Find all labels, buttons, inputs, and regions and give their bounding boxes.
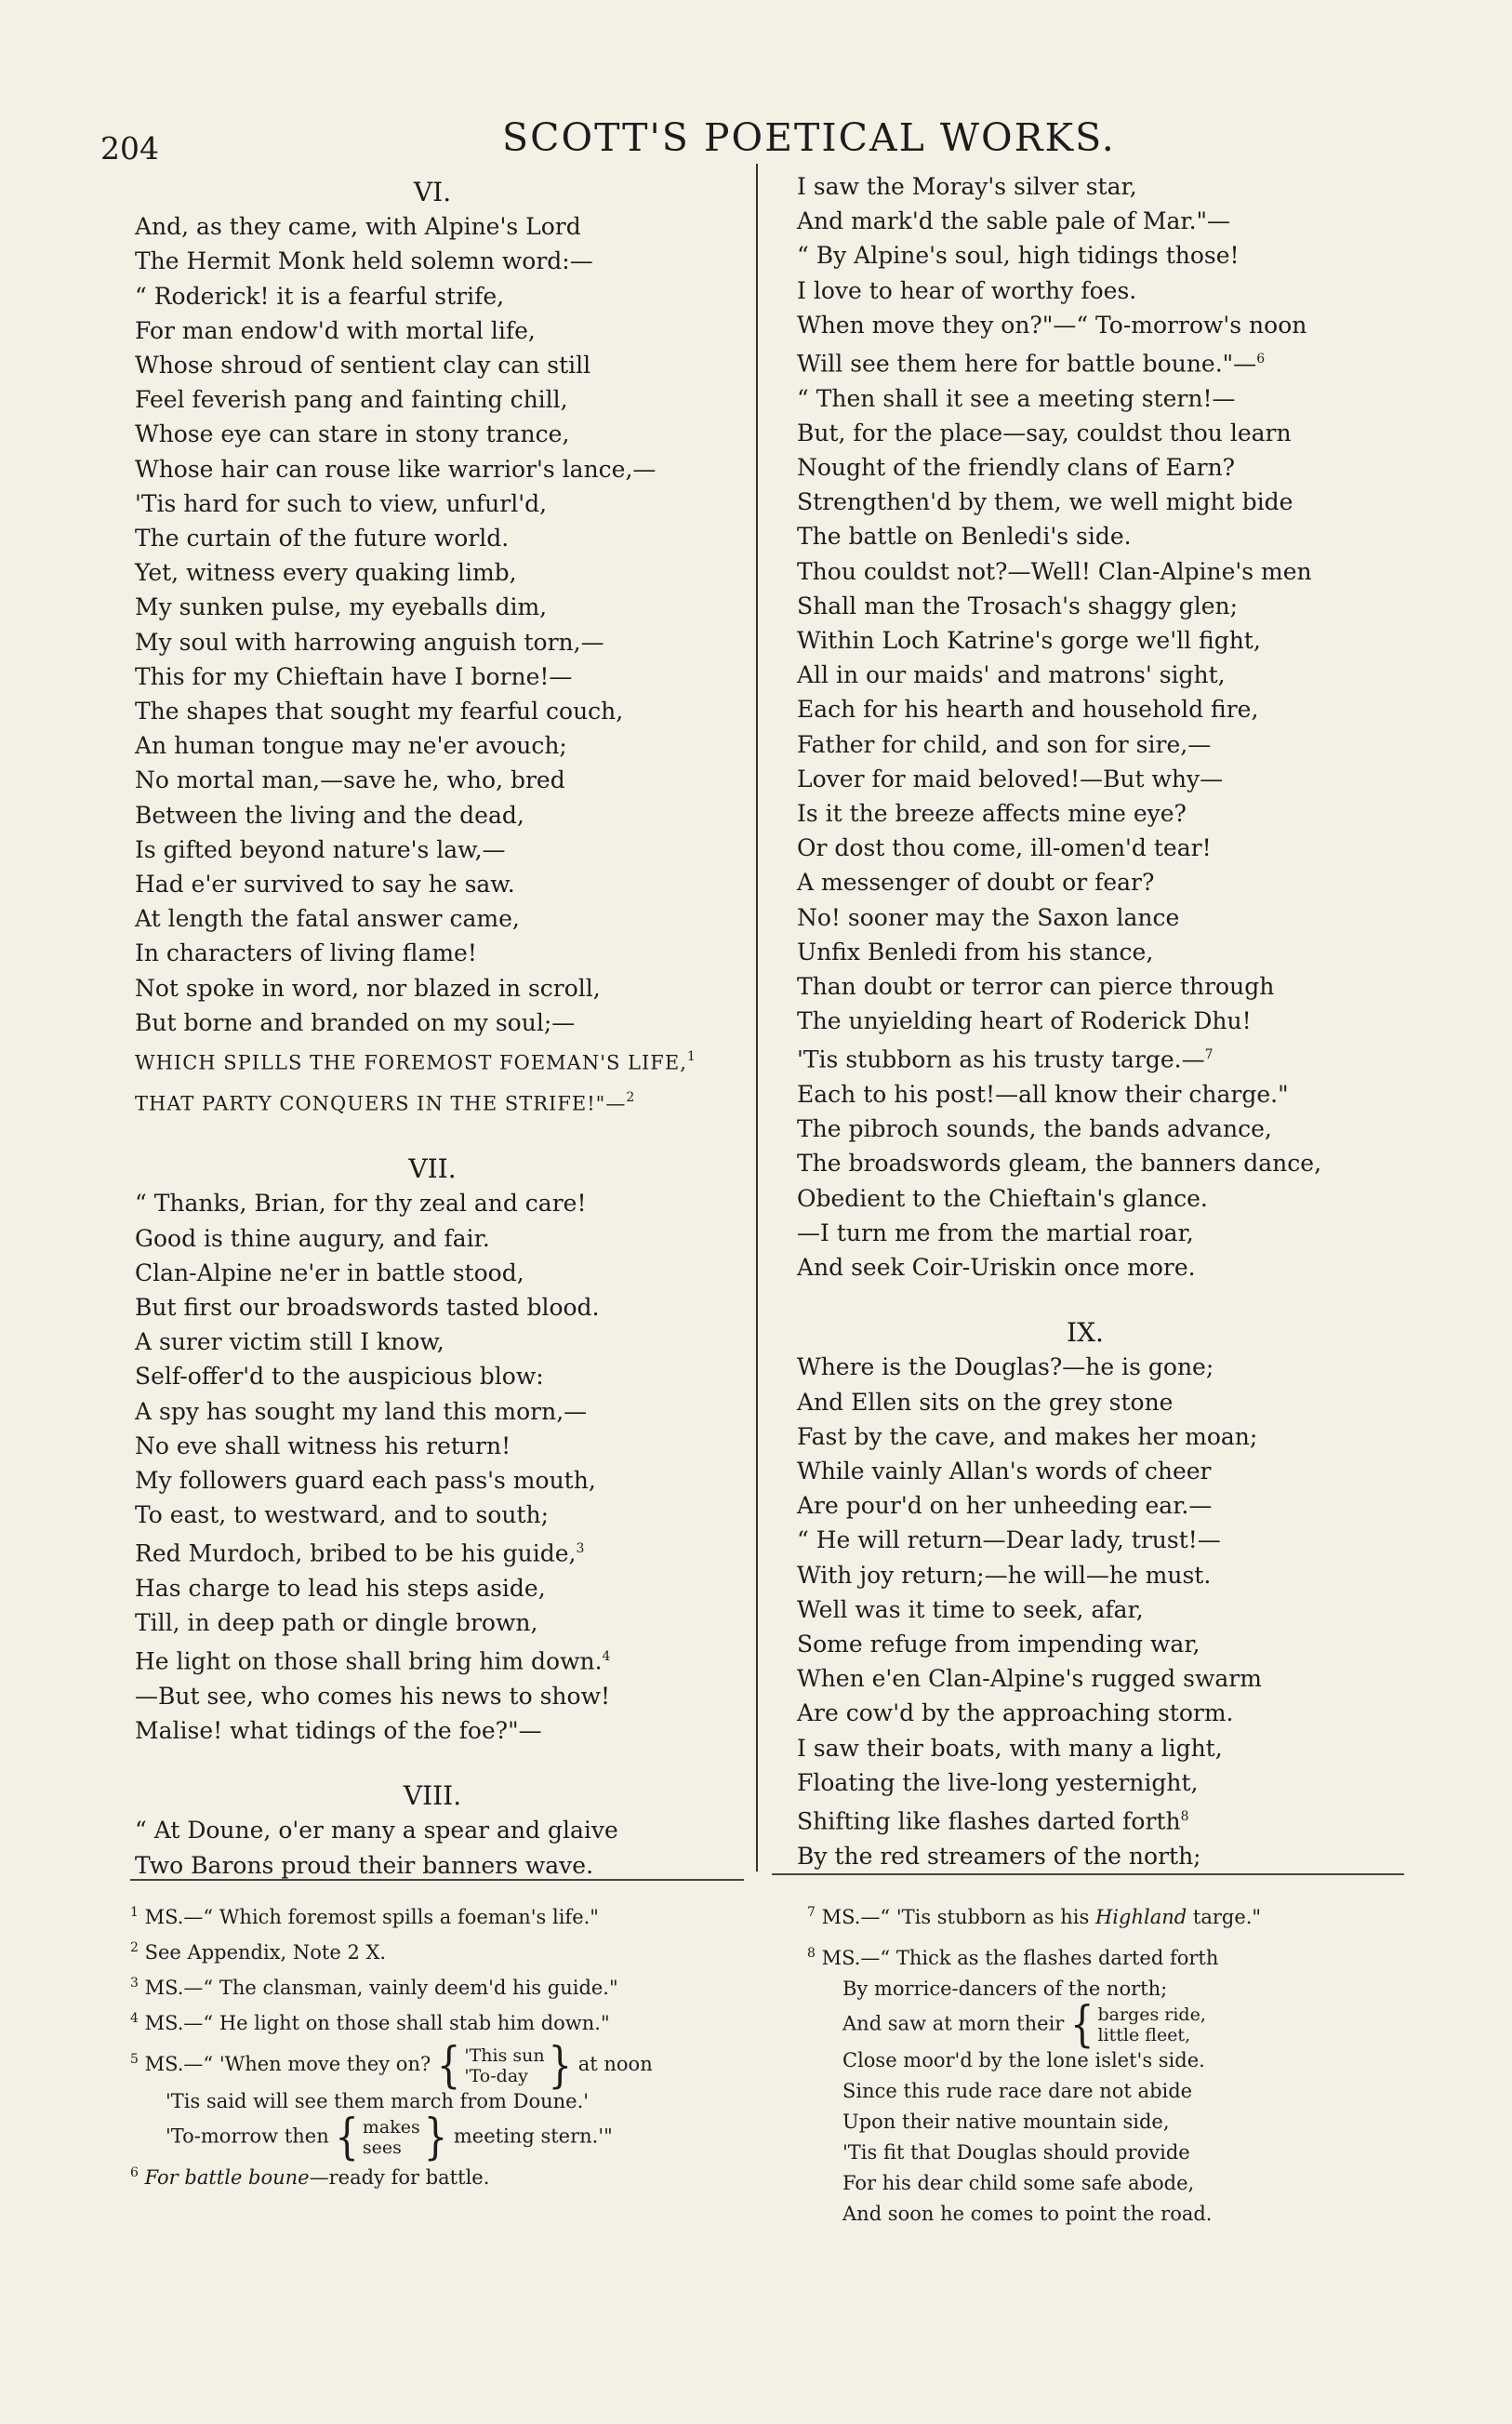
verse-line: No! sooner may the Saxon lance: [797, 903, 1180, 931]
verse-line: Yet, witness every quaking limb,: [135, 559, 517, 587]
verse-line: [135, 1532, 730, 1571]
verse-line: Thou couldst not?—Well! Clan-Alpine's men: [797, 557, 1312, 585]
verse-line: [797, 1038, 1373, 1077]
section-heading-ix: IX.: [1067, 1317, 1104, 1349]
verse-line: The curtain of the future world.: [135, 525, 510, 553]
footnote-number: 4: [130, 2011, 139, 2026]
footnote-text: MS.—“ He light on those shall stab him down.": [144, 2012, 610, 2034]
verse-line: And, as they came, with Alpine's Lord: [135, 213, 581, 241]
footnote-ref: 3: [576, 1541, 585, 1557]
footnote-5: [130, 2037, 744, 2094]
verse-line: The unyielding heart of Roderick Dhu!: [797, 1007, 1252, 1035]
footnote-ref: 6: [1256, 352, 1266, 367]
verse-line: Floating the live-long yesternight,: [797, 1768, 1199, 1796]
verse-line: My soul with harrowing anguish torn,—: [135, 628, 604, 656]
variant-reading: little fleet,: [1097, 2025, 1191, 2045]
verse-line: Whose eye can stare in stony trance,: [135, 420, 570, 448]
verse-line: An human tongue may ne'er avouch;: [135, 732, 567, 760]
verse-line: Obedient to the Chieftain's glance.: [797, 1184, 1208, 1212]
footnote-number: 7: [807, 1905, 816, 1920]
verse-line: “ Thanks, Brian, for thy zeal and care!: [135, 1190, 587, 1218]
verse-line: Are pour'd on her unheeding ear.—: [797, 1492, 1213, 1520]
verse-line: My sunken pulse, my eyeballs dim,: [135, 593, 548, 621]
verse-line: The battle on Benledi's side.: [797, 523, 1132, 551]
footnote-5-line-3: [130, 2109, 744, 2165]
verse-line: No mortal man,—save he, who, bred: [135, 766, 565, 794]
verse-line: Nought of the friendly clans of Earn?: [797, 453, 1236, 481]
verse-line: Than doubt or terror can pierce through: [797, 973, 1275, 1000]
verse-line: When e'en Clan-Alpine's rugged swarm: [797, 1665, 1262, 1693]
verse-line: The Hermit Monk held solemn word:—: [135, 247, 593, 275]
verse-line: “ Then shall it see a meeting stern!—: [797, 384, 1236, 412]
verse-line: While vainly Allan's words of cheer: [797, 1457, 1212, 1485]
footnote-italic: For battle boune: [144, 2165, 310, 2189]
verse-line: And seek Coir-Uriskin once more.: [797, 1253, 1196, 1281]
verse-line: Till, in deep path or dingle brown,: [135, 1609, 538, 1637]
verse-line: The shapes that sought my fearful couch,: [135, 698, 624, 726]
footnote-text: at noon: [577, 2053, 653, 2075]
verse-line: Well was it time to seek, afar,: [797, 1595, 1144, 1623]
running-title: SCOTT'S POETICAL WORKS.: [502, 115, 1116, 160]
left-column: [135, 175, 730, 1883]
verse-line: “ At Doune, o'er many a spear and glaive: [135, 1817, 618, 1845]
section-heading-vi: VI.: [413, 177, 452, 207]
footnote-8: [807, 1938, 1384, 1974]
verse-line: The broadswords gleam, the banners dance,: [797, 1150, 1322, 1178]
footnote-text: And saw at morn their: [842, 2012, 1065, 2035]
verse-line: Shall man the Trosach's shaggy glen;: [797, 592, 1239, 619]
verse-line: And Ellen sits on the grey stone: [797, 1388, 1174, 1416]
footnote-text: 'To-morrow then: [166, 2124, 329, 2147]
verse-text: 'Tis stubborn as his trusty targe.—: [797, 1046, 1205, 1073]
verse-line: But first our broadswords tasted blood.: [135, 1293, 600, 1321]
verse-line: Are cow'd by the approaching storm.: [797, 1699, 1234, 1727]
small-caps-line: WHICH SPILLS THE FOREMOST FOEMAN'S LIFE,: [135, 1051, 687, 1074]
verse-line: Since this rude race dare not abide: [842, 2080, 1193, 2102]
verse-line: “ Roderick! it is a fearful strife,: [135, 282, 505, 310]
verse-line: [135, 1081, 730, 1122]
footnote-text: MS.—“ Thick as the flashes darted forth: [821, 1947, 1219, 1969]
footnote-number: 1: [130, 1905, 139, 1920]
stanza-viii-middle: [797, 381, 1373, 796]
verse-text: Will see them here for battle boune."—: [797, 350, 1257, 378]
verse-line: —But see, who comes his news to show!: [135, 1682, 611, 1710]
page-number: 204: [100, 130, 159, 166]
verse-line: When move they on?"—“ To-morrow's noon: [797, 311, 1307, 339]
footnote-text: MS.—“ 'When move they on?: [144, 2053, 431, 2075]
footnote-text: MS.—“ 'Tis stubborn as his: [821, 1906, 1090, 1928]
verse-line: Not spoke in word, nor blazed in scroll,: [135, 974, 601, 1002]
footnote-3: [130, 1968, 744, 2004]
verse-line: [797, 342, 1373, 381]
footnote-5-line-2: 'Tis said will see them march from Doune.': [166, 2089, 590, 2112]
footnote-text: meeting stern.'": [453, 2124, 613, 2147]
verse-line: Whose shroud of sentient clay can still: [135, 352, 591, 380]
verse-line: Lover for maid beloved!—But why—: [797, 765, 1224, 792]
footnote-number: 6: [130, 2164, 139, 2180]
stanza-viii-end: [797, 1077, 1373, 1285]
verse-line: Good is thine augury, and fair.: [135, 1224, 490, 1252]
verse-line: Self-offer'd to the auspicious blow:: [135, 1363, 544, 1391]
verse-line: Whose hair can rouse like warrior's lance,—: [135, 455, 657, 483]
verse-line: Unfix Benledi from his stance,: [797, 938, 1154, 966]
verse-line: Within Loch Katrine's gorge we'll fight,: [797, 626, 1261, 654]
footnote-ref: 8: [1180, 1809, 1189, 1824]
variant-brace: { barges ride, little fleet,: [1070, 1997, 1206, 2053]
verse-line: For his dear child some safe abode,: [842, 2172, 1195, 2194]
verse-line: [135, 1640, 730, 1679]
verse-line: With joy return;—he will—he must.: [797, 1561, 1212, 1589]
footnotes-left: [130, 1898, 744, 2193]
footnote-rule-right: [772, 1873, 1404, 1875]
verse-line: Malise! what tidings of the foe?"—: [135, 1717, 542, 1745]
stanza-vii-lines: [135, 1186, 730, 1532]
stanza-ix-lines: [797, 1350, 1373, 1800]
verse-line: Clan-Alpine ne'er in battle stood,: [135, 1259, 524, 1286]
verse-line: My followers guard each pass's mouth,: [135, 1466, 596, 1494]
variant-reading: makes: [362, 2116, 420, 2138]
footnote-8-line: By morrice-dancers of the north;: [842, 1978, 1168, 2000]
verse-line: A spy has sought my land this morn,—: [135, 1397, 588, 1425]
verse-line: Father for child, and son for sire,—: [797, 730, 1212, 758]
verse-line: A messenger of doubt or fear?: [797, 869, 1155, 897]
footnote-number: 8: [807, 1946, 816, 1961]
variant-brace: { 'This sun 'To-day }: [436, 2037, 573, 2094]
verse-line: Each for his hearth and household fire,: [797, 696, 1259, 724]
verse-line: “ He will return—Dear lady, trust!—: [797, 1526, 1221, 1554]
variant-reading: 'To-day: [464, 2065, 528, 2086]
column-divider: [756, 164, 758, 1871]
verse-line: A surer victim still I know,: [135, 1328, 444, 1356]
footnote-2: [130, 1933, 744, 1968]
stanza-vi-lines: [135, 209, 730, 1040]
verse-line: Where is the Douglas?—he is gone;: [797, 1353, 1214, 1381]
footnote-1: [130, 1898, 744, 1933]
verse-line: Some refuge from impending war,: [797, 1630, 1200, 1658]
footnote-ref: 1: [686, 1049, 696, 1065]
verse-line: Each to his post!—all know their charge.": [797, 1080, 1289, 1108]
stanza-viii-continued: [797, 169, 1373, 308]
verse-line: I saw the Moray's silver star,: [797, 173, 1137, 200]
verse-line: Two Barons proud their banners wave.: [135, 1851, 594, 1879]
verse-line: I saw their boats, with many a light,: [797, 1734, 1223, 1762]
verse-line: Between the living and the dead,: [135, 801, 524, 829]
verse-line: Close moor'd by the lone islet's side.: [842, 2049, 1205, 2071]
variant-reading: 'This sun: [464, 2044, 545, 2066]
footnote-text: MS.—“ Which foremost spills a foeman's life.": [144, 1906, 599, 1928]
variant-reading: barges ride,: [1097, 2004, 1206, 2025]
verse-line: And soon he comes to point the road.: [842, 2203, 1213, 2225]
footnote-8-rest: [807, 2045, 1384, 2230]
verse-text: He light on those shall bring him down.: [135, 1647, 603, 1675]
footnote-7: [807, 1898, 1384, 1933]
verse-line: This for my Chieftain have I borne!—: [135, 662, 573, 690]
verse-line: Is it the breeze affects mine eye?: [797, 799, 1187, 827]
right-column: [797, 169, 1373, 1873]
footnote-ref: 7: [1204, 1047, 1214, 1063]
footnote-8-line: [807, 1997, 1384, 2053]
footnote-ref: 2: [626, 1089, 635, 1105]
footnote-number: 3: [130, 1976, 139, 1991]
verse-line: But, for the place—say, couldst thou learn: [797, 419, 1292, 446]
footnotes-right: [807, 1898, 1384, 2230]
verse-line: In characters of living flame!: [135, 939, 477, 967]
verse-line: Had e'er survived to say he saw.: [135, 871, 515, 899]
verse-line: Or dost thou come, ill-omen'd tear!: [797, 834, 1212, 862]
verse-line: By the red streamers of the north;: [797, 1842, 1201, 1870]
verse-line: Feel feverish pang and fainting chill,: [135, 386, 568, 414]
verse-line: 'Tis fit that Douglas should provide: [842, 2141, 1190, 2164]
section-heading-viii: VIII.: [403, 1780, 462, 1812]
verse-line: No eve shall witness his return!: [135, 1432, 511, 1459]
verse-text: Red Murdoch, bribed to be his guide,: [135, 1539, 577, 1567]
footnote-text: targe.": [1192, 1906, 1262, 1928]
verse-line: To east, to westward, and to south;: [135, 1501, 550, 1529]
verse-line: Is gifted beyond nature's law,—: [135, 835, 506, 863]
verse-line: —I turn me from the martial roar,: [797, 1219, 1194, 1246]
verse-line: But borne and branded on my soul;—: [135, 1008, 576, 1036]
footnote-text: —ready for battle.: [309, 2165, 490, 2189]
footnote-ref: 4: [602, 1649, 611, 1665]
verse-line: Fast by the cave, and makes her moan;: [797, 1422, 1258, 1450]
stanza-viii-middle-2: [797, 900, 1373, 1039]
verse-line: Upon their native mountain side,: [842, 2111, 1170, 2133]
small-caps-line: THAT PARTY CONQUERS IN THE STRIFE!"—: [135, 1091, 627, 1114]
footnote-number: 5: [130, 2052, 139, 2067]
verse-line: [797, 1800, 1373, 1839]
variant-brace: { makes sees }: [335, 2109, 448, 2165]
verse-text: Shifting like flashes darted forth: [797, 1807, 1181, 1835]
verse-line: At length the fatal answer came,: [135, 905, 520, 933]
footnote-italic: Highland: [1094, 1906, 1187, 1928]
verse-line: [135, 1040, 730, 1081]
footnote-4: [130, 2004, 744, 2039]
verse-line: Has charge to lead his steps aside,: [135, 1574, 546, 1602]
footnote-text: See Appendix, Note 2 X.: [144, 1941, 387, 1964]
footnote-text: MS.—“ The clansman, vainly deem'd his guide.": [144, 1977, 618, 1999]
section-heading-vii: VII.: [408, 1153, 457, 1185]
verse-line: For man endow'd with mortal life,: [135, 316, 536, 344]
footnote-number: 2: [130, 1940, 139, 1955]
verse-line: And mark'd the sable pale of Mar."—: [797, 207, 1231, 235]
variant-reading: sees: [362, 2137, 402, 2158]
verse-line: “ By Alpine's soul, high tidings those!: [797, 242, 1240, 270]
stanza-viii-lines: [135, 1813, 730, 1882]
verse-line: The pibroch sounds, the bands advance,: [797, 1115, 1272, 1143]
verse-line: All in our maids' and matrons' sight,: [797, 661, 1226, 689]
footnote-rule-left: [130, 1879, 744, 1881]
verse-line: 'Tis hard for such to view, unfurl'd,: [135, 489, 548, 517]
verse-line: Strengthen'd by them, we well might bide: [797, 488, 1293, 516]
verse-line: I love to hear of worthy foes.: [797, 276, 1137, 304]
